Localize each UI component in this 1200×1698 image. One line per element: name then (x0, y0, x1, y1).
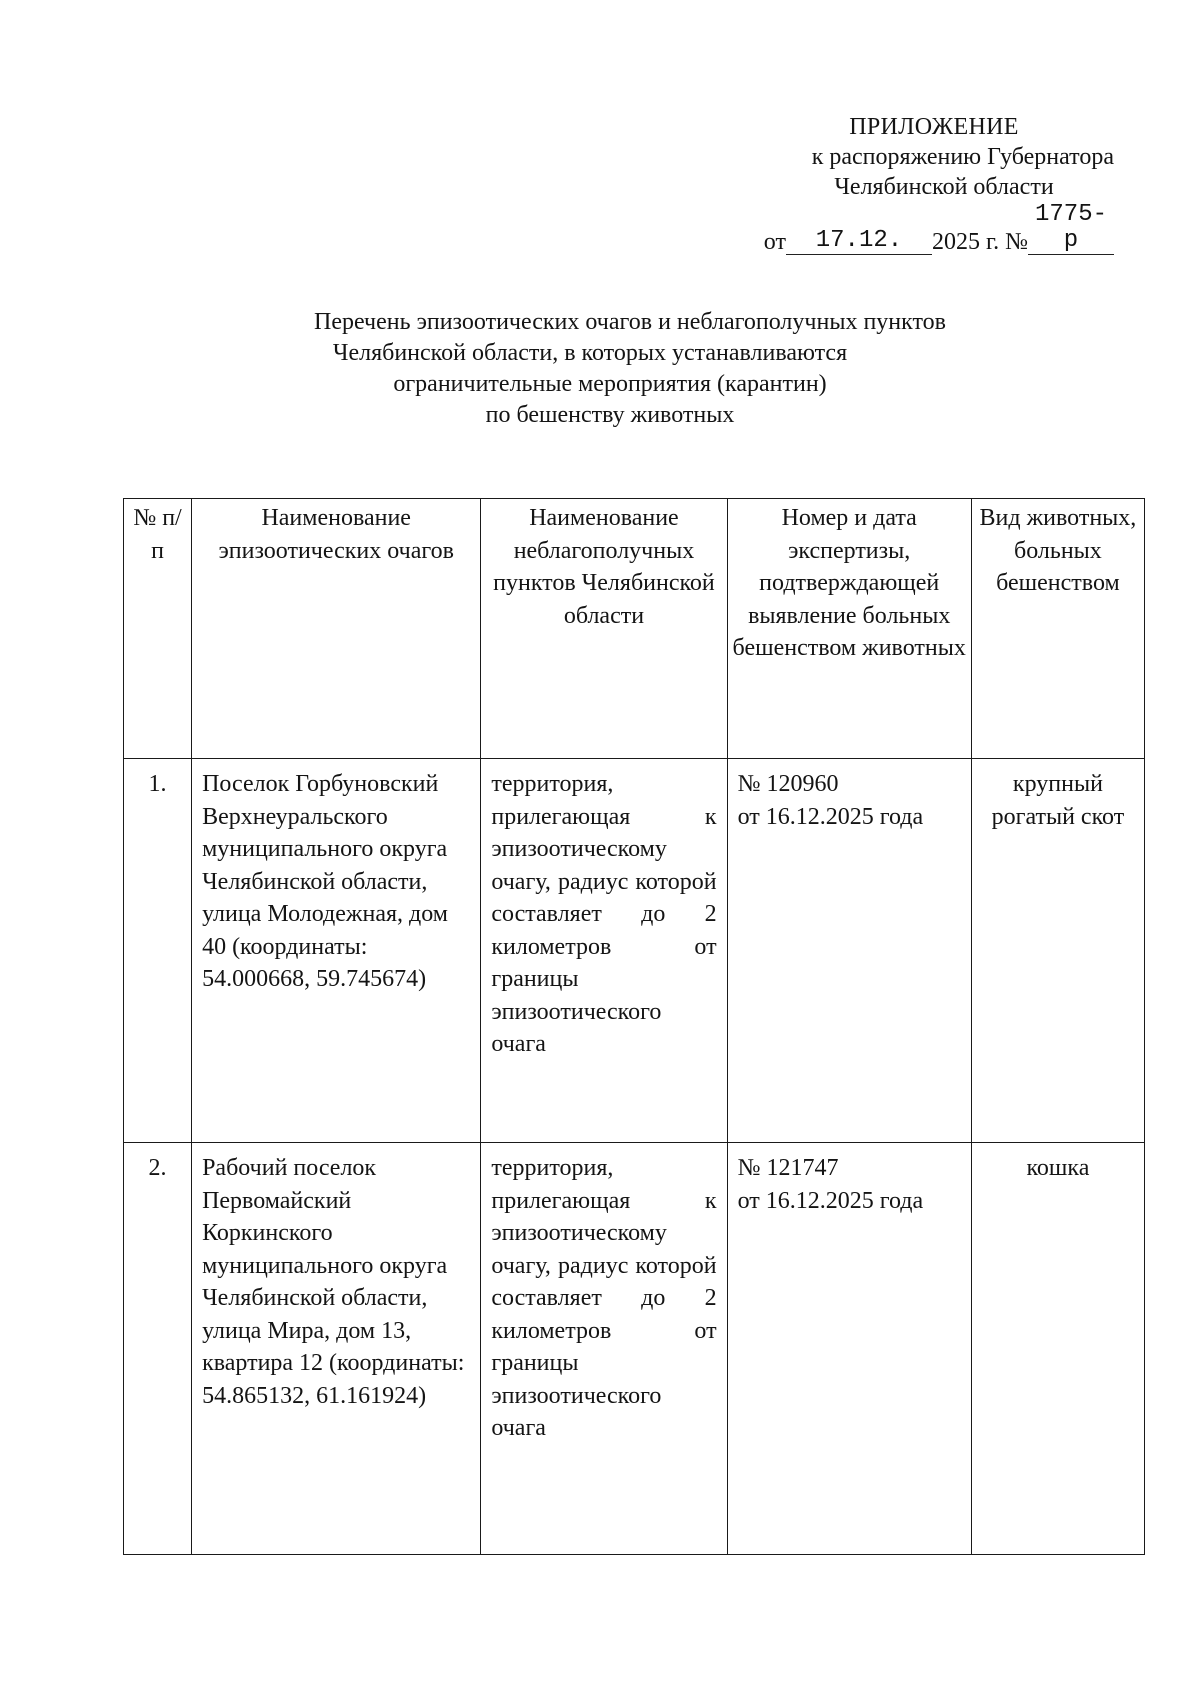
date-year-number-label: 2025 г. № (931, 229, 1028, 255)
animal-kind: кошка (971, 1143, 1144, 1555)
exam-date: от 16.12.2025 года (737, 803, 924, 830)
document-title-line-4: по бешенству животных (485, 402, 735, 428)
date-prefix: от (763, 229, 786, 255)
document-title-line-2: Челябинской области, в которых устанавливаются (332, 340, 848, 366)
appendix-region: Челябинской области (834, 174, 1054, 200)
quarantine-table (123, 498, 1145, 1555)
document-title-line-3: ограничительные мероприятия (карантин) (393, 371, 827, 397)
focus-name: Рабочий поселок Первомайский Коркинского муниципального округа Челябинской области, улица Мира, дом 13, квартира 12 (координаты: 54.865132, 61.161924) (192, 1143, 481, 1555)
exam-info (727, 759, 971, 1143)
area-name: территория, прилегающая к эпизоотическому очагу, радиус которой составляет до 2 километров от границы эпизоотического очага (481, 1143, 727, 1555)
header-num: № п/п (124, 499, 192, 759)
document-title-line-1: Перечень эпизоотических очагов и неблагополучных пунктов (314, 309, 946, 335)
focus-name: Поселок Горбуновский Верхнеуральского муниципального округа Челябинской области, улица Молодежная, дом 40 (координаты: 54.000668, 59.745674) (192, 759, 481, 1143)
area-name: территория, прилегающая к эпизоотическому очагу, радиус которой составляет до 2 километров от границы эпизоотического очага (481, 759, 727, 1143)
date-value: 17.12. (786, 228, 932, 255)
header-exam: Номер и дата экспертизы, подтверждающей выявление больных бешенством животных (727, 499, 971, 759)
row-number: 1. (124, 759, 192, 1143)
header-focus: Наименование эпизоотических очагов (192, 499, 481, 759)
appendix-header (694, 112, 1114, 257)
animal-kind: крупный рогатый скот (971, 759, 1144, 1143)
appendix-reference: к распоряжению Губернатора (811, 144, 1114, 170)
order-number: 1775-р (1028, 202, 1114, 255)
header-kind: Вид животных, больных бешенством (971, 499, 1144, 759)
table-header-row (124, 499, 1145, 759)
exam-number: № 121747 (737, 1155, 839, 1181)
document-title (200, 307, 1020, 431)
exam-number: № 120960 (737, 771, 839, 797)
table-row (124, 1143, 1145, 1555)
table-row (124, 759, 1145, 1143)
exam-info (727, 1143, 971, 1555)
row-number: 2. (124, 1143, 192, 1555)
exam-date: от 16.12.2025 года (737, 1187, 924, 1214)
appendix-date-line (694, 201, 1114, 257)
appendix-title: ПРИЛОЖЕНИЕ (849, 114, 1019, 140)
header-area: Наименование неблагополучных пунктов Челябинской области (481, 499, 727, 759)
